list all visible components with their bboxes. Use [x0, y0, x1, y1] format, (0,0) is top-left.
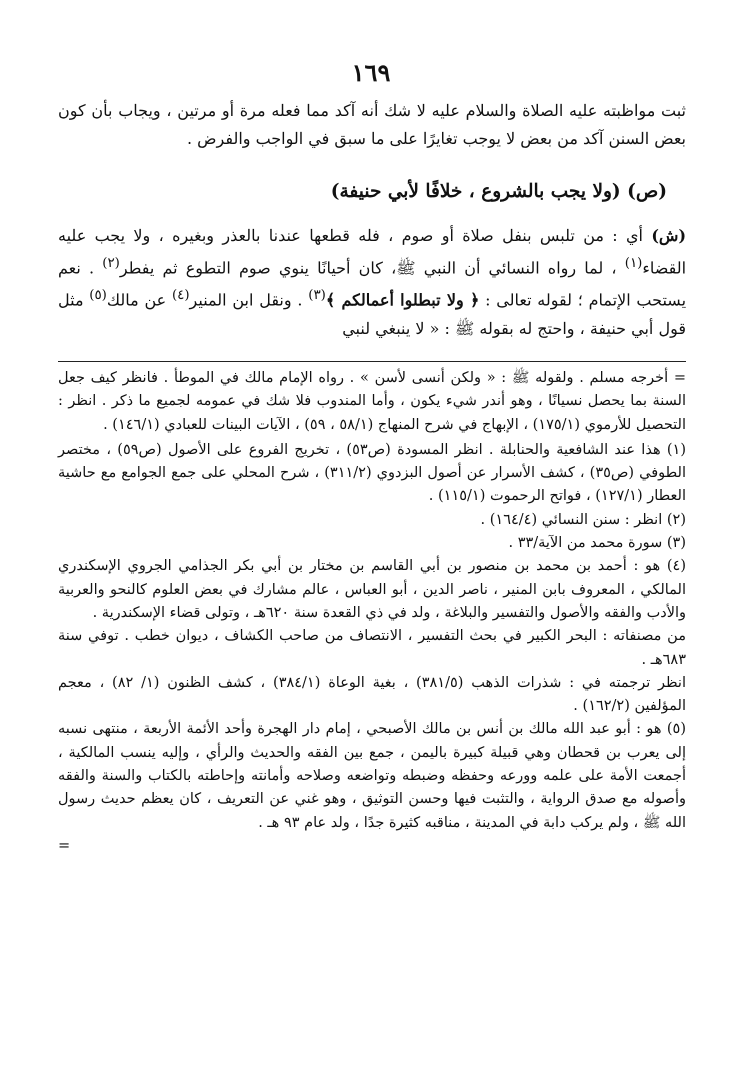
- footnote-4-refs: انظر ترجمته في : شذرات الذهب (٣٨١/٥) ، بغية الوعاة (٣٨٤/١) ، كشف الظنون (١/ ٨٢) ، معجم المؤلفين (١٦٢/٢) .: [58, 674, 687, 715]
- footnote-3: (٣) سورة محمد من الآية/٣٣ .: [508, 535, 686, 552]
- footnote-ref-5[interactable]: (٥): [89, 288, 107, 304]
- sharh-paragraph: [58, 222, 686, 343]
- footnote-separator: [58, 361, 686, 362]
- footnote-ref-4[interactable]: (٤): [171, 288, 190, 304]
- footnote-2: (٢) انظر : سنن النسائي (١٦٤/٤) .: [480, 511, 686, 528]
- sharh-text-e: عن مالك: [106, 290, 172, 310]
- footnote-5: (٥) هو : أبو عبد الله مالك بن أنس بن مالك الأصبحي ، إمام دار الهجرة وأحد الأئمة الأربعة ، منتهى نسبه إلى يعرب بن قحطان وهي قبيلة كبيرة باليمن ، جمع بين الفقه والحديث والرأي ، وإليه ينسب المالكية ، أجمعت الأمة على علمه وورعه وحفظه وضبطه وتواضعه وصلاحه وأمانته وإحاطته بالكتاب والسنة والفقه وأصوله مع صدق الرواية ، والتثبت فيها وحسن التوثيق ، وهو غني عن التعريف ، كان يعظم حديث رسول الله ﷺ ، ولم يركب دابة في المدينة ، مناقبه كثيرة جدًا ، ولد عام ٩٣ هـ .: [58, 721, 686, 831]
- matn-heading: (ص) (ولا يجب بالشروع ، خلافًا لأبي حنيفة): [330, 181, 667, 202]
- sharh-text-a: أي : من تلبس بنفل صلاة أو صوم ، فله قطعها عندنا بالعذر وبغيره ، ولا يجب عليه القضاء: [58, 226, 687, 278]
- footnote-ref-3[interactable]: (٣): [308, 288, 326, 304]
- intro-paragraph: ثبت مواظبته عليه الصلاة والسلام عليه لا شك أنه آكد مما فعله مرة أو مرتين ، ويجاب بأن كون بعض السنن آكد من بعض لا يوجب تغايرًا على ما سبق في الواجب والفرض .: [58, 101, 686, 148]
- sharh-text-d: . ونقل ابن المنير: [189, 290, 309, 310]
- sharh-text-b: ، لما رواه النسائي أن النبي ﷺ، كان أحيانًا ينوي صوم التطوع ثم يفطر: [119, 258, 625, 278]
- footnote-continues-marker: =: [58, 837, 71, 854]
- footnote-continuation: = أخرجه مسلم . ولقوله ﷺ : « ولكن أنسى لأسن » . رواه الإمام مالك في الموطأ . فانظر كيف جعل السنة بما يحصل نسيانًا ، وهو أندر شيء يكون ، وأما المندوب فلا شك في عمومه لجميع ما ذكر . انظر : التحصيل للأرموي (١٧٥/١) ، الإبهاج في شرح المنهاج (٥٨/١ ، ٥٩) ، الآيات البينات للعبادي (١٤٦/١) .: [58, 370, 686, 433]
- footnote-4: (٤) هو : أحمد بن محمد بن منصور بن أبي القاسم بن مختار بن أبي بكر الجذامي الجروي الإسكندري المالكي ، المعروف بابن المنير ، ناصر الدين ، أبو العباس ، عالم مشارك في بعض العلوم كالنحو والعربية والأدب والفقه والأصول والتفسير والبلاغة ، ولد في ذي القعدة سنة ٦٢٠هـ ، وتولى قضاء الإسكندرية .: [58, 558, 686, 621]
- footnote-ref-1[interactable]: (١): [624, 256, 643, 271]
- footnote-ref-2[interactable]: (٢): [102, 256, 120, 271]
- sharh-marker: (ش): [651, 226, 687, 245]
- footnote-4-works: من مصنفاته : البحر الكبير في بحث التفسير ، الانتصاف من صاحب الكشاف ، ديوان خطب . توفي سنة ٦٨٣هـ .: [58, 628, 686, 668]
- sharh-text-f: مثل قول أبي حنيفة ، واحتج له بقوله ﷺ : « لا ينبغي لنبي: [58, 290, 686, 338]
- quran-verse: ﴿ ولا تبطلوا أعمالكم ﴾: [325, 290, 480, 310]
- footnotes: [58, 367, 686, 858]
- page-number: ١٦٩: [351, 58, 391, 87]
- footnote-1: (١) هذا عند الشافعية والحنابلة . انظر المسودة (ص٥٣) ، تخريج الفروع على الأصول (ص٥٩) ، مختصر الطوفي (ص٣٥) ، كشف الأسرار عن أصول البزدوي (٣١١/٢) ، شرح المحلي على جمع الجوامع مع حاشية العطار (١٢٧/١) ، فواتح الرحموت (١١٥/١) .: [58, 441, 686, 505]
- sharh-text-c: . نعم يستحب الإتمام ؛ لقوله تعالى :: [58, 258, 687, 310]
